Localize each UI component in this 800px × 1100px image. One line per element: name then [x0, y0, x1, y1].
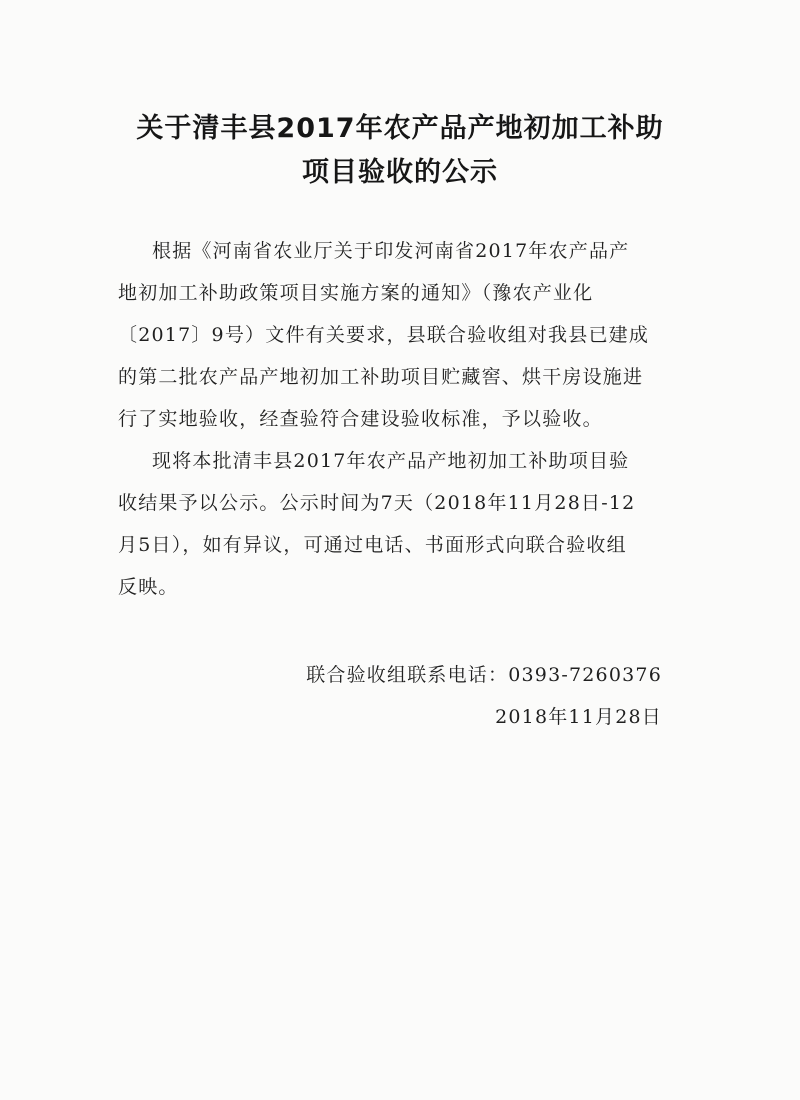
paragraph-2-line-4: 反映。	[118, 576, 179, 598]
document-date: 2018年11月28日	[495, 706, 662, 728]
paragraph-1-line-2: 地初加工补助政策项目实施方案的通知》（豫农产业化	[118, 282, 594, 304]
paragraph-1-line-5: 行了实地验收，经查验符合建设验收标准，予以验收。	[118, 408, 603, 430]
paragraph-2-line-3: 月5日），如有异议，可通过电话、书面形式向联合验收组	[118, 534, 627, 556]
paragraph-1-line-3: 〔2017〕9号）文件有关要求，县联合验收组对我县已建成	[118, 324, 650, 346]
contact-phone: 联合验收组联系电话：0393-7260376	[306, 664, 662, 686]
paragraph-2-line-2: 收结果予以公示。公示时间为7天（2018年11月28日-12	[118, 492, 636, 514]
paragraph-1-line-1: 根据《河南省农业厅关于印发河南省2017年农产品产	[152, 240, 630, 262]
document-title-line-1: 关于清丰县2017年农产品产地初加工补助	[136, 113, 664, 144]
document-title-line-2: 项目验收的公示	[302, 157, 498, 188]
paragraph-1-line-4: 的第二批农产品产地初加工补助项目贮藏窖、烘干房设施进	[118, 366, 644, 388]
paragraph-2-line-1: 现将本批清丰县2017年农产品产地初加工补助项目验	[152, 450, 630, 472]
